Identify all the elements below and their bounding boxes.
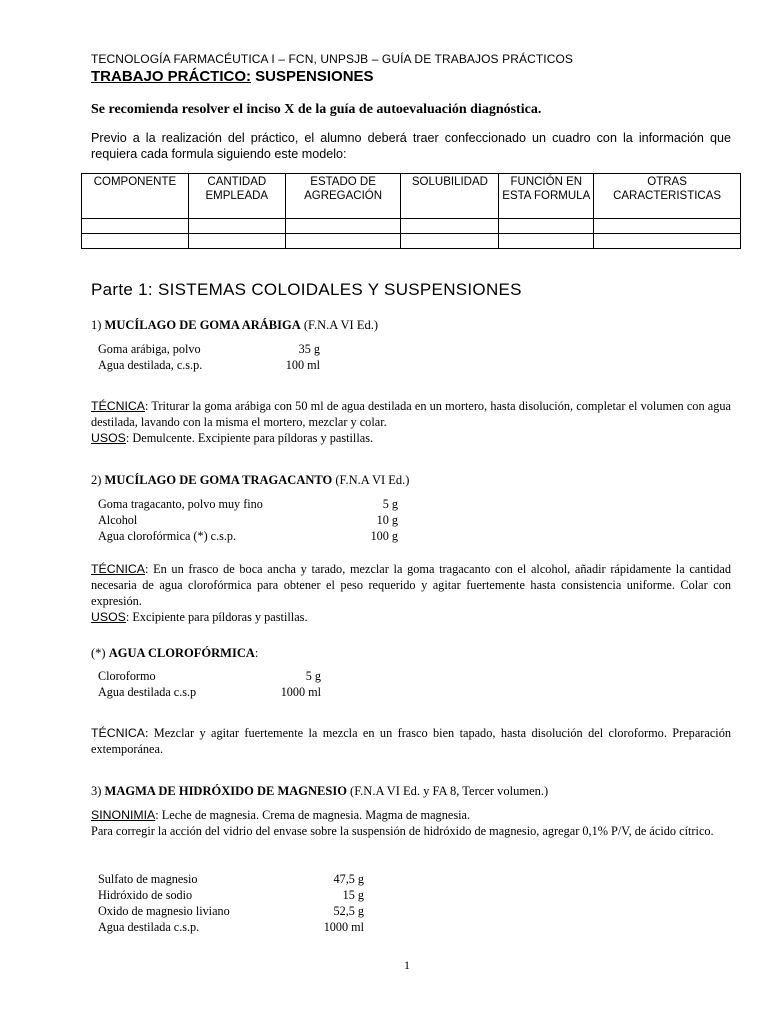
section-3-note: Para corregir la acción del vidrio del envase sobre la suspensión de hidróxido de magnesio, agregar 0,1% P/V, de ácido cítrico.: [91, 824, 714, 838]
list-item: Oxido de magnesio liviano 52,5 g: [98, 904, 364, 918]
section-1-uses: USOS: Demulcente. Excipiente para píldoras y pastillas.: [91, 431, 374, 445]
table-header-cell: COMPONENTE: [82, 174, 189, 219]
section-3-ingredients: [98, 872, 364, 936]
model-table: [81, 173, 741, 249]
section-1-ingredients: [98, 342, 320, 374]
title-prefix: TRABAJO PRÁCTICO:: [91, 68, 251, 85]
list-item: Sulfato de magnesio 47,5 g: [98, 872, 364, 886]
table-header-cell: ESTADO DE AGREGACIÓN: [285, 174, 401, 219]
section-1-heading: 1) MUCÍLAGO DE GOMA ARÁBIGA (F.N.A VI Ed.): [91, 318, 378, 332]
part-title: Parte 1: SISTEMAS COLOIDALES Y SUSPENSIONES: [91, 280, 522, 299]
list-item: Agua destilada, c.s.p. 100 ml: [98, 358, 320, 372]
section-2-heading: 2) MUCÍLAGO DE GOMA TRAGACANTO (F.N.A VI Ed.): [91, 473, 410, 487]
table-header-cell: FUNCIÓN EN ESTA FORMULA: [499, 174, 594, 219]
list-item: Agua destilada c.s.p 1000 ml: [98, 685, 321, 699]
table-row: [82, 234, 741, 249]
list-item: Cloroformo 5 g: [98, 669, 321, 683]
section-2-uses: USOS: Excipiente para píldoras y pastillas.: [91, 610, 308, 624]
table-header-cell: SOLUBILIDAD: [401, 174, 499, 219]
intro-paragraph: Previo a la realización del práctico, el alumno deberá traer confeccionado un cuadro con la información que requiera cada formula siguiendo este modelo:: [91, 131, 731, 161]
agua-cloroformica-heading: (*) AGUA CLOROFÓRMICA:: [91, 646, 259, 660]
list-item: Alcohol 10 g: [98, 513, 398, 527]
course-header: TECNOLOGÍA FARMACÉUTICA I – FCN, UNPSJB – GUÍA DE TRABAJOS PRÁCTICOS: [91, 52, 574, 66]
page-number: 1: [404, 958, 410, 972]
list-item: Goma tragacanto, polvo muy fino 5 g: [98, 497, 398, 511]
table-header-cell: CANTIDAD EMPLEADA: [188, 174, 285, 219]
list-item: Agua clorofórmica (*) c.s.p. 100 g: [98, 529, 398, 543]
recommendation: Se recomienda resolver el inciso X de la guía de autoevaluación diagnóstica.: [91, 102, 542, 117]
section-1-technique: TÉCNICA: Triturar la goma arábiga con 50 ml de agua destilada en un mortero, hasta disolución, completar el volumen con agua destilada, lavando con la misma el mortero, mezclar y colar.: [91, 399, 731, 429]
list-item: Goma arábiga, polvo 35 g: [98, 342, 320, 356]
title-rest: SUSPENSIONES: [251, 68, 374, 85]
agua-cloroformica-technique: TÉCNICA: Mezclar y agitar fuertemente la mezcla en un frasco bien tapado, hasta disolución del cloroformo. Preparación extemporánea.: [91, 726, 731, 756]
table-row: [82, 219, 741, 234]
list-item: Agua destilada c.s.p. 1000 ml: [98, 920, 364, 934]
table-header-row: [82, 174, 741, 219]
list-item: Hidróxido de sodio 15 g: [98, 888, 364, 902]
agua-cloroformica-ingredients: [98, 669, 321, 701]
section-3-heading: 3) MAGMA DE HIDRÓXIDO DE MAGNESIO (F.N.A VI Ed. y FA 8, Tercer volumen.): [91, 784, 549, 798]
section-2-technique: TÉCNICA: En un frasco de boca ancha y tarado, mezclar la goma tragacanto con el alcohol, añadir rápidamente la cantidad necesaria de agua clorofórmica para obtener el peso requerido y agitar fuertemente hasta consistencia uniforme. Colar con expresión.: [91, 562, 731, 608]
table-header-cell: OTRAS CARACTERISTICAS: [594, 174, 741, 219]
page-title: [91, 68, 374, 85]
section-2-ingredients: [98, 497, 398, 545]
section-3-synonyms: SINONIMIA: Leche de magnesia. Crema de magnesia. Magma de magnesia.: [91, 808, 471, 822]
